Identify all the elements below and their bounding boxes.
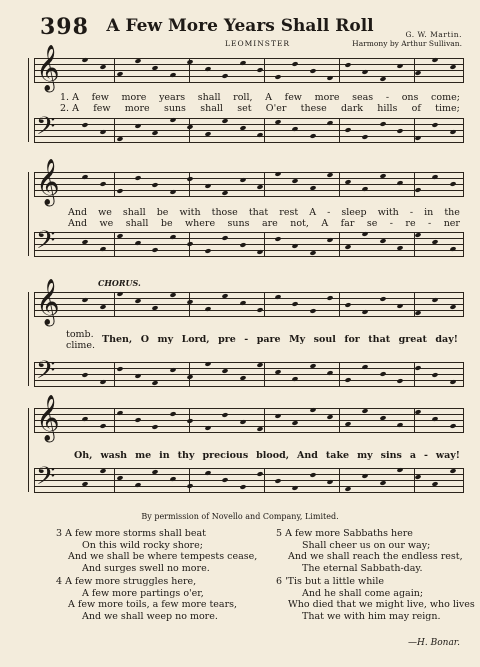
note-head xyxy=(239,484,246,490)
note-head xyxy=(309,407,316,413)
lyric-syllable: the xyxy=(444,207,460,218)
note-head xyxy=(186,241,193,247)
lyrics-s2-l2 xyxy=(68,218,460,229)
note-head xyxy=(344,127,351,133)
lyric-syllable: A xyxy=(309,207,317,218)
note-head xyxy=(274,236,281,242)
note-head xyxy=(134,417,141,423)
note-head xyxy=(169,117,176,123)
lyric-syllable: take xyxy=(325,450,350,461)
lyric-syllable: of xyxy=(411,103,421,114)
lyric-syllable: for xyxy=(344,334,360,345)
lyrics-s3 xyxy=(102,334,458,345)
note-head xyxy=(239,419,246,425)
verse-4: 4 A few more struggles here, A few more partings o'er, A few more toils, a few more tears, And we shall weep no more. xyxy=(56,576,238,622)
note-head xyxy=(274,413,281,419)
lyric-syllable: seas xyxy=(352,92,374,103)
verse-3: 3 A few more storms shall beat On this wild rocky shore; And we shall be where tempests cease, And surges swell no more. xyxy=(56,528,258,574)
note-head xyxy=(116,366,123,372)
system-brace xyxy=(28,172,33,256)
lyric-syllable: pare xyxy=(256,334,281,345)
note-head xyxy=(291,485,298,491)
note-head xyxy=(344,62,351,68)
note-head xyxy=(151,424,158,430)
lyric-syllable: that xyxy=(368,334,391,345)
note-head xyxy=(361,134,368,140)
note-head xyxy=(449,379,456,385)
lyric-syllable: not, xyxy=(290,218,309,229)
note-head xyxy=(99,129,106,135)
lyric-syllable: O'er xyxy=(265,103,287,114)
note-head xyxy=(309,472,316,478)
lyric-syllable: few xyxy=(284,92,302,103)
note-head xyxy=(99,246,106,252)
note-head xyxy=(204,66,211,72)
lyric-syllable: thy xyxy=(177,450,195,461)
lyric-syllable: A xyxy=(265,92,273,103)
note-head xyxy=(186,176,193,182)
note-head xyxy=(309,308,316,314)
note-head xyxy=(221,235,228,241)
note-head xyxy=(379,371,386,377)
lyric-syllable: that xyxy=(248,207,269,218)
note-head xyxy=(361,364,368,370)
note-head xyxy=(204,425,211,431)
note-head xyxy=(431,372,438,378)
lyric-syllable: - xyxy=(385,92,390,103)
lyric-syllable: re xyxy=(405,218,416,229)
verse-5: 5 A few more Sabbaths here Shall cheer us on our way; And we shall reach the endless rest, The eternal Sabbath-day. xyxy=(276,528,463,574)
composer: G. W. Martin. xyxy=(405,30,462,39)
note-head xyxy=(81,372,88,378)
treble-staff xyxy=(34,45,464,91)
verse-6: 6 'Tis but a little while And he shall come again; Who died that we might live, who lives That we with him may reign. xyxy=(276,576,475,622)
note-head xyxy=(256,307,263,313)
note-head xyxy=(326,370,333,376)
lyric-syllable: pre xyxy=(218,334,236,345)
lyric-side-tomb: tomb. xyxy=(66,329,94,340)
note-head xyxy=(396,467,403,473)
lyric-syllable: shall xyxy=(125,218,149,229)
note-head xyxy=(291,61,298,67)
note-head xyxy=(81,57,88,63)
note-head xyxy=(431,57,438,63)
note-head xyxy=(379,121,386,127)
lyric-syllable: we xyxy=(99,218,114,229)
author-credit: —H. Bonar. xyxy=(408,638,460,648)
chorus-label: CHORUS. xyxy=(98,278,141,288)
lyric-syllable: precious xyxy=(202,450,249,461)
lyric-syllable: those xyxy=(211,207,238,218)
note-head xyxy=(414,187,421,193)
lyric-syllable: few xyxy=(93,103,111,114)
lyric-syllable: set xyxy=(237,103,252,114)
lyric-syllable: A xyxy=(321,218,329,229)
bass-staff xyxy=(34,356,464,391)
note-head xyxy=(169,476,176,482)
hymn-number: 398 xyxy=(40,14,89,40)
lyric-syllable: rest xyxy=(279,207,299,218)
lyric-syllable: And xyxy=(297,450,318,461)
lyric-syllable: soul xyxy=(313,334,336,345)
note-head xyxy=(379,296,386,302)
lyric-syllable: years xyxy=(159,92,186,103)
note-head xyxy=(256,471,263,477)
note-head xyxy=(81,297,88,303)
note-head xyxy=(431,174,438,180)
note-head xyxy=(239,60,246,66)
bass-clef-icon: 𝄢 xyxy=(36,356,56,391)
system-brace xyxy=(28,292,33,386)
lyric-syllable: blood, xyxy=(256,450,290,461)
lyric-syllable: these xyxy=(300,103,327,114)
lyric-syllable: more xyxy=(124,103,150,114)
note-head xyxy=(256,132,263,138)
note-head xyxy=(186,483,193,489)
note-head xyxy=(256,249,263,255)
bass-clef-icon: 𝄢 xyxy=(36,112,56,147)
bass-clef-icon: 𝄢 xyxy=(36,226,56,261)
note-head xyxy=(431,122,438,128)
note-head xyxy=(239,300,246,306)
note-head xyxy=(256,67,263,73)
note-head xyxy=(116,410,123,416)
lyric-syllable: day! xyxy=(435,334,458,345)
lyric-syllable: my xyxy=(157,334,174,345)
note-head xyxy=(431,297,438,303)
system-brace xyxy=(28,408,33,492)
lyric-syllable: ner xyxy=(443,218,460,229)
note-head xyxy=(134,482,141,488)
lyrics-s1-l1 xyxy=(60,92,460,103)
treble-clef-icon: 𝄞 xyxy=(36,159,60,205)
note-head xyxy=(186,418,193,424)
lyric-syllable: great xyxy=(398,334,427,345)
lyric-syllable: And xyxy=(68,218,88,229)
note-head xyxy=(309,133,316,139)
lyric-syllable: far xyxy=(340,218,355,229)
note-head xyxy=(396,378,403,384)
note-head xyxy=(274,171,281,177)
note-head xyxy=(326,237,333,243)
harmony-credit: Harmony by Arthur Sullivan. xyxy=(352,39,462,48)
note-head xyxy=(396,63,403,69)
lyric-syllable: we xyxy=(98,207,112,218)
treble-clef-icon: 𝄞 xyxy=(36,395,60,441)
note-head xyxy=(361,186,368,192)
note-head xyxy=(169,367,176,373)
note-head xyxy=(309,68,316,74)
note-head xyxy=(204,361,211,367)
note-head xyxy=(396,303,403,309)
lyric-syllable: my xyxy=(357,450,373,461)
note-head xyxy=(449,181,456,187)
lyric-syllable: Oh, xyxy=(74,450,93,461)
lyric-side-clime: clime. xyxy=(66,340,96,351)
note-head xyxy=(169,234,176,240)
lyric-syllable: shall xyxy=(197,92,221,103)
lyric-syllable: O xyxy=(140,334,150,345)
note-head xyxy=(221,412,228,418)
treble-clef-icon: 𝄞 xyxy=(36,279,60,325)
note-head xyxy=(204,183,211,189)
lyric-syllable: few xyxy=(91,92,109,103)
note-head xyxy=(291,376,298,382)
note-head xyxy=(239,177,246,183)
note-head xyxy=(414,135,421,141)
lyric-syllable: way! xyxy=(435,450,460,461)
lyric-syllable: in xyxy=(159,450,170,461)
note-head xyxy=(291,301,298,307)
note-head xyxy=(81,122,88,128)
note-head xyxy=(449,246,456,252)
lyric-syllable: sleep xyxy=(341,207,367,218)
lyric-syllable: 2. A xyxy=(60,103,79,114)
note-head xyxy=(396,180,403,186)
bass-staff xyxy=(34,462,464,497)
note-head xyxy=(361,231,368,237)
lyric-syllable: more xyxy=(314,92,340,103)
note-head xyxy=(134,373,141,379)
note-head xyxy=(116,291,123,297)
note-head xyxy=(326,75,333,81)
treble-staff xyxy=(34,395,464,441)
note-head xyxy=(81,174,88,180)
lyric-syllable: Lord, xyxy=(181,334,210,345)
lyric-syllable: - xyxy=(423,450,428,461)
note-head xyxy=(99,423,106,429)
note-head xyxy=(151,182,158,188)
note-head xyxy=(326,120,333,126)
lyric-syllable: Then, xyxy=(102,334,133,345)
note-head xyxy=(134,123,141,129)
note-head xyxy=(326,295,333,301)
lyric-syllable: sins xyxy=(380,450,402,461)
note-head xyxy=(449,423,456,429)
note-head xyxy=(449,129,456,135)
lyric-syllable: come; xyxy=(431,92,460,103)
note-head xyxy=(326,479,333,485)
lyric-syllable: - xyxy=(428,218,432,229)
note-head xyxy=(396,128,403,134)
lyric-syllable: And xyxy=(68,207,88,218)
lyric-syllable: where xyxy=(185,218,216,229)
treble-clef-icon: 𝄞 xyxy=(36,45,60,91)
note-head xyxy=(204,306,211,312)
bass-staff xyxy=(34,112,464,147)
lyric-syllable: hills xyxy=(377,103,398,114)
lyric-syllable: - xyxy=(327,207,331,218)
lyric-syllable: dark xyxy=(340,103,364,114)
note-head xyxy=(221,73,228,79)
note-head xyxy=(81,416,88,422)
lyric-syllable: suns xyxy=(227,218,250,229)
note-head xyxy=(169,72,176,78)
lyric-syllable: ons xyxy=(401,92,419,103)
lyric-syllable: more xyxy=(121,92,147,103)
bass-clef-icon: 𝄢 xyxy=(36,462,56,497)
note-head xyxy=(291,243,298,249)
note-head xyxy=(169,189,176,195)
note-head xyxy=(361,473,368,479)
note-head xyxy=(274,478,281,484)
lyric-syllable: time; xyxy=(435,103,460,114)
lyric-syllable: - xyxy=(244,334,249,345)
note-head xyxy=(361,309,368,315)
note-head xyxy=(116,188,123,194)
lyric-syllable: roll, xyxy=(233,92,253,103)
lyric-syllable: with xyxy=(179,207,201,218)
note-head xyxy=(151,247,158,253)
lyric-syllable: suns xyxy=(163,103,186,114)
note-head xyxy=(274,294,281,300)
lyric-syllable: My xyxy=(289,334,306,345)
note-head xyxy=(344,302,351,308)
lyric-syllable: in xyxy=(424,207,434,218)
treble-staff xyxy=(34,159,464,205)
lyric-syllable: be xyxy=(156,207,169,218)
lyric-syllable: a xyxy=(409,450,416,461)
tune-name: LEOMINSTER xyxy=(225,39,291,48)
lyric-syllable: wash xyxy=(100,450,128,461)
note-head xyxy=(291,126,298,132)
lyric-syllable: me xyxy=(135,450,152,461)
lyric-syllable: - xyxy=(409,207,414,218)
lyrics-s2-l1 xyxy=(68,207,460,218)
note-head xyxy=(431,416,438,422)
note-head xyxy=(134,175,141,181)
note-head xyxy=(204,470,211,476)
note-head xyxy=(239,242,246,248)
note-head xyxy=(396,422,403,428)
note-head xyxy=(169,411,176,417)
lyrics-s4 xyxy=(74,450,460,461)
system-brace xyxy=(28,58,33,142)
permission-note: By permission of Novello and Company, Limited. xyxy=(141,512,339,521)
note-head xyxy=(414,365,421,371)
lyric-syllable: are xyxy=(261,218,278,229)
hymn-title: A Few More Years Shall Roll xyxy=(106,16,374,36)
note-head xyxy=(204,248,211,254)
note-head xyxy=(221,477,228,483)
lyric-syllable: 1. A xyxy=(60,92,79,103)
lyric-syllable: shall xyxy=(200,103,223,114)
lyrics-s1-l2 xyxy=(60,103,460,114)
note-head xyxy=(344,377,351,383)
lyric-syllable: - xyxy=(389,218,393,229)
note-head xyxy=(134,240,141,246)
lyric-syllable: be xyxy=(160,218,173,229)
note-head xyxy=(99,181,106,187)
note-head xyxy=(361,69,368,75)
lyric-syllable: se xyxy=(366,218,378,229)
lyric-syllable: shall xyxy=(122,207,146,218)
bass-staff xyxy=(34,226,464,261)
lyric-syllable: with xyxy=(377,207,399,218)
note-head xyxy=(274,74,281,80)
note-head xyxy=(99,379,106,385)
